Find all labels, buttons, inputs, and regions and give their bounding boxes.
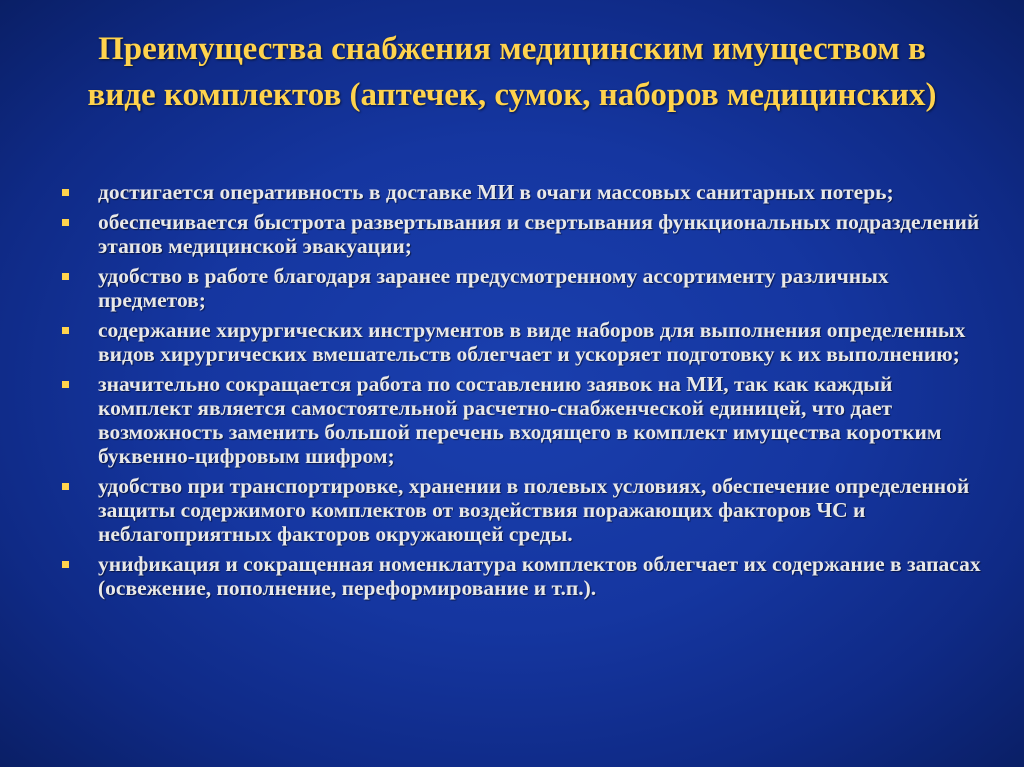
list-item bbox=[62, 318, 982, 366]
list-item-text: достигается оперативность в доставке МИ в очаги массовых санитарных потерь; bbox=[98, 180, 894, 204]
square-bullet-icon bbox=[62, 483, 69, 490]
square-bullet-icon bbox=[62, 219, 69, 226]
list-item-text: обеспечивается быстрота развертывания и свертывания функциональных подразделений этапов медицинской эвакуации; bbox=[98, 210, 980, 258]
square-bullet-icon bbox=[62, 189, 69, 196]
square-bullet-icon bbox=[62, 561, 69, 568]
list-item-text: удобство в работе благодаря заранее предусмотренному ассортименту различных предметов; bbox=[98, 264, 889, 312]
list-item bbox=[62, 210, 982, 258]
list-item bbox=[62, 372, 982, 468]
square-bullet-icon bbox=[62, 273, 69, 280]
list-item-text: содержание хирургических инструментов в виде наборов для выполнения определенных видов хирургических вмешательств облегчает и ускоряет подготовку к их выполнению; bbox=[98, 318, 966, 366]
square-bullet-icon bbox=[62, 327, 69, 334]
list-item bbox=[62, 264, 982, 312]
list-item-text: унификация и сокращенная номенклатура комплектов облегчает их содержание в запасах (освежение, пополнение, переформирование и т.п.). bbox=[98, 552, 981, 600]
square-bullet-icon bbox=[62, 381, 69, 388]
bullet-list bbox=[62, 180, 982, 606]
list-item-text: удобство при транспортировке, хранении в полевых условиях, обеспечение определенной защиты содержимого комплектов от воздействия поражающих факторов ЧС и неблагоприятных факторов окружающей среды. bbox=[98, 474, 970, 546]
list-item-text: значительно сокращается работа по составлению заявок на МИ, так как каждый комплект является самостоятельной расчетно-снабженческой единицей, что дает возможность заменить большой перечень входящего в комплект имущества коротким буквенно-цифровым шифром; bbox=[98, 372, 942, 468]
slide-title: Преимущества снабжения медицинским имуществом в виде комплектов (аптечек, сумок, наборов медицинских) bbox=[87, 31, 937, 113]
list-item bbox=[62, 474, 982, 546]
list-item bbox=[62, 180, 982, 204]
list-item bbox=[62, 552, 982, 600]
